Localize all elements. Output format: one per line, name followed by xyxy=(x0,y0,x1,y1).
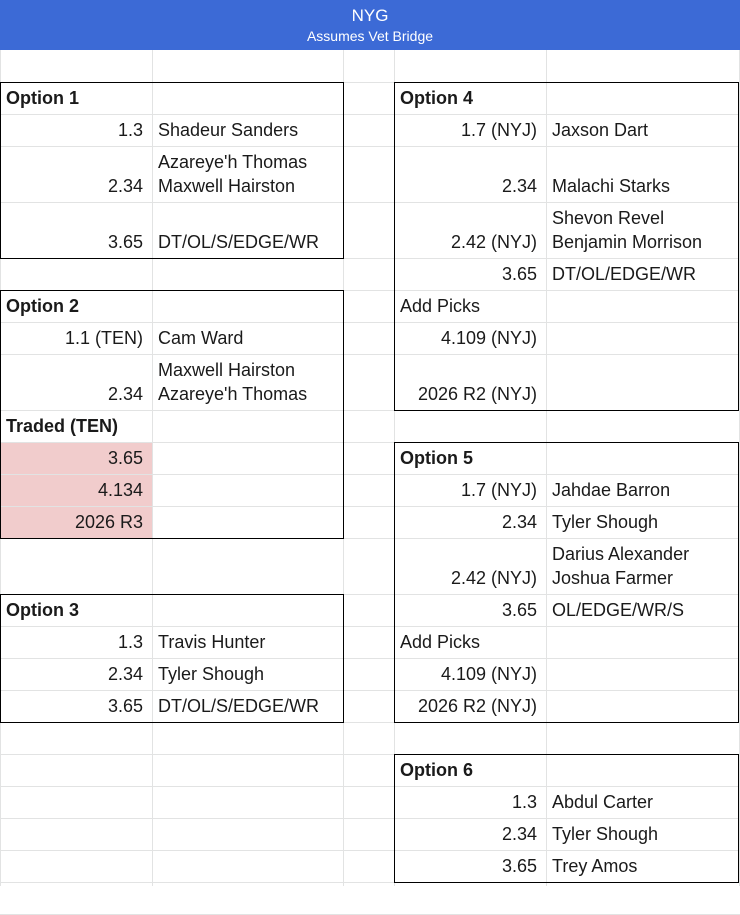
cell-value: Option 3 xyxy=(6,600,79,620)
pick-cell[interactable] xyxy=(394,326,546,350)
cell-value: 4.134 xyxy=(97,480,143,500)
pick-cell[interactable] xyxy=(394,174,546,198)
grid-row-line xyxy=(0,850,740,851)
pick-cell[interactable] xyxy=(394,118,546,142)
pick-cell[interactable] xyxy=(0,230,152,254)
cell-value: 2.34 xyxy=(107,664,143,684)
cell-value: 4.109 (NYJ) xyxy=(440,328,537,348)
cell-value: 3.65 xyxy=(107,448,143,468)
cell-value: Option 2 xyxy=(6,296,79,316)
player-name: Maxwell Hairston xyxy=(158,360,296,380)
grid-row-line xyxy=(0,202,740,203)
pick-cell[interactable] xyxy=(0,118,152,142)
player-cell[interactable] xyxy=(546,174,740,198)
player-cell[interactable] xyxy=(152,230,343,254)
player-name: Darius Alexander xyxy=(552,544,690,564)
player-name: Shadeur Sanders xyxy=(158,120,299,140)
cell-value: Add Picks xyxy=(400,296,481,316)
cell-value: 2026 R3 xyxy=(74,512,143,532)
grid-row-line xyxy=(0,258,740,259)
player-name: Azareye'h Thomas xyxy=(158,384,308,404)
cell-value: 2.34 xyxy=(107,384,143,404)
player-cell[interactable] xyxy=(152,630,343,654)
player-name: Jahdae Barron xyxy=(552,480,671,500)
player-cell[interactable] xyxy=(546,542,740,590)
player-name: DT/OL/S/EDGE/WR xyxy=(158,696,320,716)
option-heading-cell[interactable] xyxy=(394,294,546,318)
grid-row-line xyxy=(0,882,740,883)
spreadsheet-grid[interactable] xyxy=(0,50,740,886)
grid-row-line xyxy=(0,594,740,595)
cell-value: 2.34 xyxy=(501,512,537,532)
player-name: Cam Ward xyxy=(158,328,244,348)
cell-value: 2.34 xyxy=(501,824,537,844)
cell-value: 3.65 xyxy=(501,600,537,620)
pick-cell[interactable] xyxy=(0,662,152,686)
cell-value: 1.1 (TEN) xyxy=(64,328,143,348)
player-cell[interactable] xyxy=(546,262,740,286)
grid-row-line xyxy=(0,354,740,355)
player-cell[interactable] xyxy=(152,694,343,718)
pick-cell[interactable] xyxy=(0,174,152,198)
grid-row-line xyxy=(0,690,740,691)
player-name: DT/OL/S/EDGE/WR xyxy=(158,232,320,252)
cell-value: 3.65 xyxy=(501,264,537,284)
player-name: Malachi Starks xyxy=(552,176,671,196)
sheet-header[interactable] xyxy=(0,0,740,50)
option-heading-cell[interactable] xyxy=(394,446,546,470)
sheet-title: NYG xyxy=(351,6,389,25)
cell-value: 3.65 xyxy=(501,856,537,876)
grid-row-line xyxy=(0,82,740,83)
cell-value: Add Picks xyxy=(400,632,481,652)
player-name: Tyler Shough xyxy=(158,664,265,684)
cell-value: 2.34 xyxy=(501,176,537,196)
player-cell[interactable] xyxy=(546,854,740,878)
grid-row-line xyxy=(0,410,740,411)
pick-cell[interactable] xyxy=(394,662,546,686)
pick-cell[interactable] xyxy=(394,854,546,878)
player-cell[interactable] xyxy=(546,478,740,502)
pick-cell[interactable] xyxy=(0,446,152,470)
grid-row-line xyxy=(0,146,740,147)
grid-row-line xyxy=(0,290,740,291)
player-name: Tyler Shough xyxy=(552,824,659,844)
player-name: DT/OL/EDGE/WR xyxy=(552,264,697,284)
option-heading-cell[interactable] xyxy=(0,598,152,622)
pick-cell[interactable] xyxy=(0,630,152,654)
cell-value: 2.42 (NYJ) xyxy=(450,568,537,588)
pick-cell[interactable] xyxy=(394,566,546,590)
grid-row-line xyxy=(0,658,740,659)
cell-value: 2026 R2 (NYJ) xyxy=(417,384,537,404)
cell-value: Option 1 xyxy=(6,88,79,108)
player-name: Trey Amos xyxy=(552,856,638,876)
grid-row-line xyxy=(0,754,740,755)
pick-cell[interactable] xyxy=(0,326,152,350)
grid-row-line xyxy=(0,722,740,723)
grid-column-line xyxy=(343,50,344,886)
player-name: Tyler Shough xyxy=(552,512,659,532)
player-cell[interactable] xyxy=(546,790,740,814)
grid-row-line xyxy=(0,786,740,787)
cell-value: 1.3 xyxy=(117,120,143,140)
grid-row-line xyxy=(0,322,740,323)
player-cell[interactable] xyxy=(546,510,740,534)
cell-value: 4.109 (NYJ) xyxy=(440,664,537,684)
cell-value: Traded (TEN) xyxy=(6,416,119,436)
pick-cell[interactable] xyxy=(394,478,546,502)
pick-cell[interactable] xyxy=(394,790,546,814)
option-heading-cell[interactable] xyxy=(0,414,152,438)
pick-cell[interactable] xyxy=(0,382,152,406)
cell-value: 2.42 (NYJ) xyxy=(450,232,537,252)
player-name: Maxwell Hairston xyxy=(158,176,296,196)
player-cell[interactable] xyxy=(546,598,740,622)
cell-value: 3.65 xyxy=(107,232,143,252)
cell-value: 1.7 (NYJ) xyxy=(460,120,537,140)
cell-value: 2026 R2 (NYJ) xyxy=(417,696,537,716)
pick-cell[interactable] xyxy=(394,262,546,286)
player-name: Joshua Farmer xyxy=(552,568,674,588)
option-heading-cell[interactable] xyxy=(394,86,546,110)
player-cell[interactable] xyxy=(152,358,343,406)
option-heading-cell[interactable] xyxy=(394,630,546,654)
player-cell[interactable] xyxy=(152,118,343,142)
pick-cell[interactable] xyxy=(394,598,546,622)
pick-cell[interactable] xyxy=(0,694,152,718)
player-cell[interactable] xyxy=(152,150,343,198)
player-name: Benjamin Morrison xyxy=(552,232,703,252)
grid-row-line xyxy=(0,114,740,115)
player-cell[interactable] xyxy=(152,662,343,686)
grid-row-line xyxy=(0,626,740,627)
option-heading-cell[interactable] xyxy=(394,758,546,782)
sheet-subtitle: Assumes Vet Bridge xyxy=(306,28,434,44)
player-cell[interactable] xyxy=(152,326,343,350)
option-heading-cell[interactable] xyxy=(0,86,152,110)
player-cell[interactable] xyxy=(546,118,740,142)
cell-value: Option 6 xyxy=(400,760,473,780)
pick-cell[interactable] xyxy=(0,510,152,534)
player-name: Abdul Carter xyxy=(552,792,654,812)
cell-value: 1.3 xyxy=(117,632,143,652)
option-heading-cell[interactable] xyxy=(0,294,152,318)
cell-value: Option 4 xyxy=(400,88,473,108)
pick-cell[interactable] xyxy=(394,382,546,406)
pick-cell[interactable] xyxy=(394,230,546,254)
player-name: OL/EDGE/WR/S xyxy=(552,600,685,620)
cell-value: Option 5 xyxy=(400,448,473,468)
grid-row-line xyxy=(0,818,740,819)
pick-cell[interactable] xyxy=(0,478,152,502)
cell-value: 1.7 (NYJ) xyxy=(460,480,537,500)
cell-value: 1.3 xyxy=(511,792,537,812)
player-name: Jaxson Dart xyxy=(552,120,649,140)
player-cell[interactable] xyxy=(546,822,740,846)
player-name: Shevon Revel xyxy=(552,208,665,228)
grid-row-line xyxy=(0,538,740,539)
player-cell[interactable] xyxy=(546,206,740,254)
pick-cell[interactable] xyxy=(394,694,546,718)
player-name: Azareye'h Thomas xyxy=(158,152,308,172)
cell-value: 2.34 xyxy=(107,176,143,196)
player-name: Travis Hunter xyxy=(158,632,266,652)
pick-cell[interactable] xyxy=(394,822,546,846)
pick-cell[interactable] xyxy=(394,510,546,534)
cell-value: 3.65 xyxy=(107,696,143,716)
